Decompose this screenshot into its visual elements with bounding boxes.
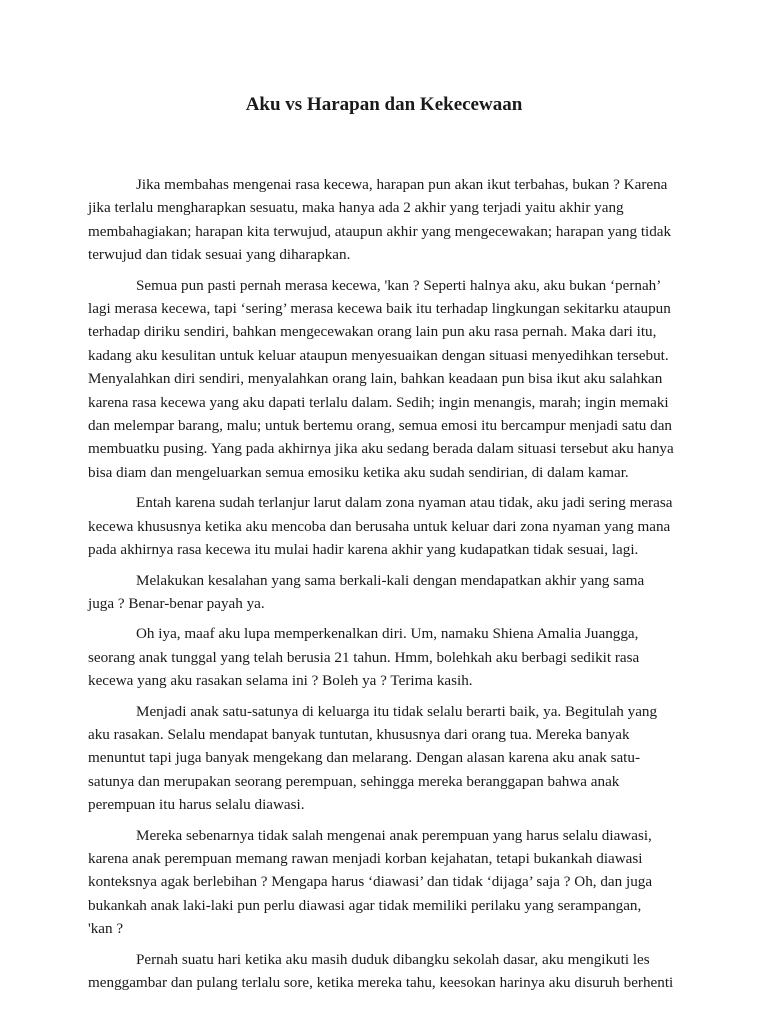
paragraph-5: Oh iya, maaf aku lupa memperkenalkan diri. Um, namaku Shiena Amalia Juangga, seorang anak tunggal yang telah berusia 21 tahun. Hmm, bolehkah aku berbagi sedikit rasa kecewa yang aku rasakan selama ini ? Boleh ya ? Terima kasih. <box>88 625 640 690</box>
paragraph-6: Menjadi anak satu-satunya di keluarga itu tidak selalu berarti baik, ya. Begitulah yang aku rasakan. Selalu mendapat banyak tuntutan, khususnya dari orang tua. Mereka banyak menuntut tapi juga banyak mengekang dan melarang. Dengan alasan karena aku anak satu- satunya dan merupakan seorang perempuan, sehingga mereka beranggapan bahwa anak perempuan itu harus selalu diawasi. <box>88 702 658 814</box>
paragraph-8: Pernah suatu hari ketika aku masih duduk dibangku sekolah dasar, aku mengikuti les menggambar dan pulang terlalu sore, ketika mereka tahu, keesokan harinya aku disuruh berhenti <box>88 950 674 991</box>
paragraph-1: Jika membahas mengenai rasa kecewa, harapan pun akan ikut terbahas, bukan ? Karena jika terlalu mengharapkan sesuatu, maka hanya ada 2 akhir yang terjadi yaitu akhir yang membahagiakan; harapan kita terwujud, ataupun akhir yang mengecewakan; harapan yang tidak terwujud dan tidak sesuai yang diharapkan. <box>88 176 672 264</box>
paragraph-2: Semua pun pasti pernah merasa kecewa, 'kan ? Seperti halnya aku, aku bukan ‘pernah’ lagi merasa kecewa, tapi ‘sering’ merasa kecewa baik itu terhadap lingkungan sekitarku ataupun terhadap diriku sendiri, bahkan mengecewakan orang lain pun aku rasa pernah. Maka dari itu, kadang aku kesulitan untuk keluar ataupun menyesuaikan dengan situasi menyedihkan tersebut. Menyalahkan diri sendiri, menyalahkan orang lain, bahkan keadaan pun bisa ikut aku salahkan karena rasa kecewa yang aku dapati terlalu dalam. Sedih; ingin menangis, marah; ingin memaki dan melempar barang, malu; untuk bertemu orang, semua emosi itu bercampur menjadi satu dan membuatku pusing. Yang pada akhirnya jika aku sedang berada dalam situasi tersebut aku hanya bisa diam dan mengeluarkan semua emosiku ketika aku sudah sendirian, di dalam kamar. <box>88 276 674 481</box>
paragraph-4: Melakukan kesalahan yang sama berkali-kali dengan mendapatkan akhir yang sama juga ? Benar-benar payah ya. <box>88 571 645 612</box>
paragraph-3: Entah karena sudah terlanjur larut dalam zona nyaman atau tidak, aku jadi sering merasa kecewa khususnya ketika aku mencoba dan berusaha untuk keluar dari zona nyaman yang mana pada akhirnya rasa kecewa itu mulai hadir karena akhir yang kudapatkan tidak sesuai, lagi. <box>88 494 673 559</box>
document-title: Aku vs Harapan dan Kekecewaan <box>245 94 523 115</box>
document-body <box>88 173 680 994</box>
paragraph-7: Mereka sebenarnya tidak salah mengenai anak perempuan yang harus selalu diawasi, karena anak perempuan memang rawan menjadi korban kejahatan, tetapi bukankah diawasi konteksnya agak berlebihan ? Mengapa harus ‘diawasi’ dan tidak ‘dijaga’ saja ? Oh, dan juga bukankah anak laki-laki pun perlu diawasi agar tidak memiliki perilaku yang serampangan, 'kan ? <box>88 826 653 938</box>
